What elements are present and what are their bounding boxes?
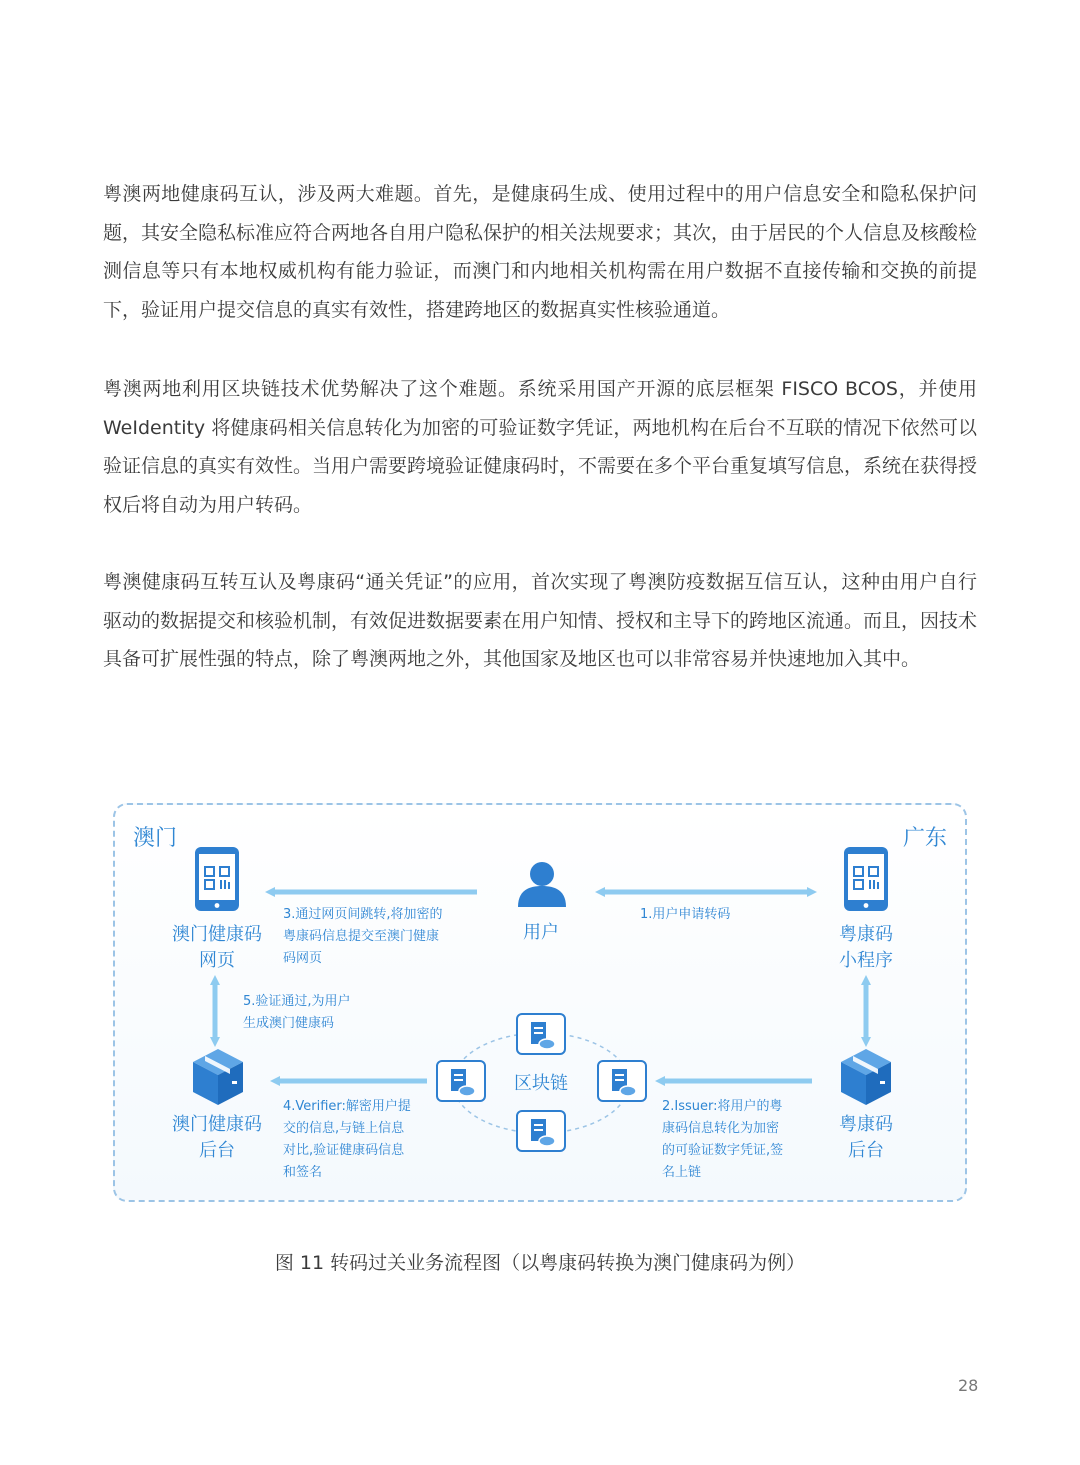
step3-text: 3.通过网页间跳转,将加密的 粤康码信息提交至澳门健康 码网页	[283, 907, 443, 966]
blockchain-node-icon	[597, 1060, 647, 1102]
server-cube-icon	[839, 1047, 893, 1107]
user-icon	[516, 861, 568, 907]
blockchain-label: 区块链	[514, 1073, 568, 1094]
blockchain-node-icon	[436, 1060, 486, 1102]
blockchain-node-icon	[516, 1013, 566, 1055]
step4-text: 4.Verifier:解密用户提 交的信息,与链上信息 对比,验证健康码信息 和签名	[283, 1099, 411, 1180]
paragraph-1: 粤澳两地健康码互认，涉及两大难题。首先，是健康码生成、使用过程中的用户信息安全和隐私保护问题，其安全隐私标准应符合两地各自用户隐私保护的相关法规要求；其次，由于居民的个人信息及核酸检测信息等只有本地权威机构有能力验证，而澳门和内地相关机构需在用户数据不直接传输和交换的前提下，验证用户提交信息的真实有效性，搭建跨地区的数据真实性核验通道。	[103, 183, 978, 321]
paragraph-3: 粤澳健康码互转互认及粤康码“通关凭证”的应用，首次实现了粤澳防疫数据互信互认，这种由用户自行驱动的数据提交和核验机制，有效促进数据要素在用户知情、授权和主导下的跨地区流通。而且，因技术具备可扩展性强的特点，除了粤澳两地之外，其他国家及地区也可以非常容易并快速地加入其中。	[103, 571, 978, 670]
blockchain-node-icon	[516, 1110, 566, 1152]
macau-web-label: 澳门健康码 网页	[172, 924, 262, 971]
step2-text: 2.Issuer:将用户的粤 康码信息转化为加密 的可验证数字凭证,签 名上链	[662, 1099, 784, 1180]
gd-backend-label: 粤康码 后台	[839, 1114, 893, 1161]
region-label-guangdong: 广东	[902, 826, 947, 851]
region-label-macau: 澳门	[133, 826, 178, 851]
gd-app-label: 粤康码 小程序	[839, 924, 893, 971]
figure-caption: 图 11 转码过关业务流程图（以粤康码转换为澳门健康码为例）	[274, 1252, 806, 1274]
step1-text: 1.用户申请转码	[640, 907, 731, 922]
step5-text: 5.验证通过,为用户 生成澳门健康码	[243, 994, 351, 1031]
phone-icon	[844, 847, 888, 911]
page-number: 28	[958, 1376, 979, 1395]
user-label: 用户	[523, 922, 559, 943]
macau-backend-label: 澳门健康码 后台	[172, 1114, 262, 1161]
server-cube-icon	[191, 1047, 245, 1107]
flow-diagram	[113, 803, 967, 1202]
paragraph-2: 粤澳两地利用区块链技术优势解决了这个难题。系统采用国产开源的底层框架 FISCO BCOS，并使用 WeIdentity 将健康码相关信息转化为加密的可验证数字凭证，两地机构在后台不互联的情况下依然可以验证信息的真实有效性。当用户需要跨境验证健康码时，不需要在多个平台重复填写信息，系统在获得授权后将自动为用户转码。	[103, 378, 978, 516]
phone-icon	[195, 847, 239, 911]
